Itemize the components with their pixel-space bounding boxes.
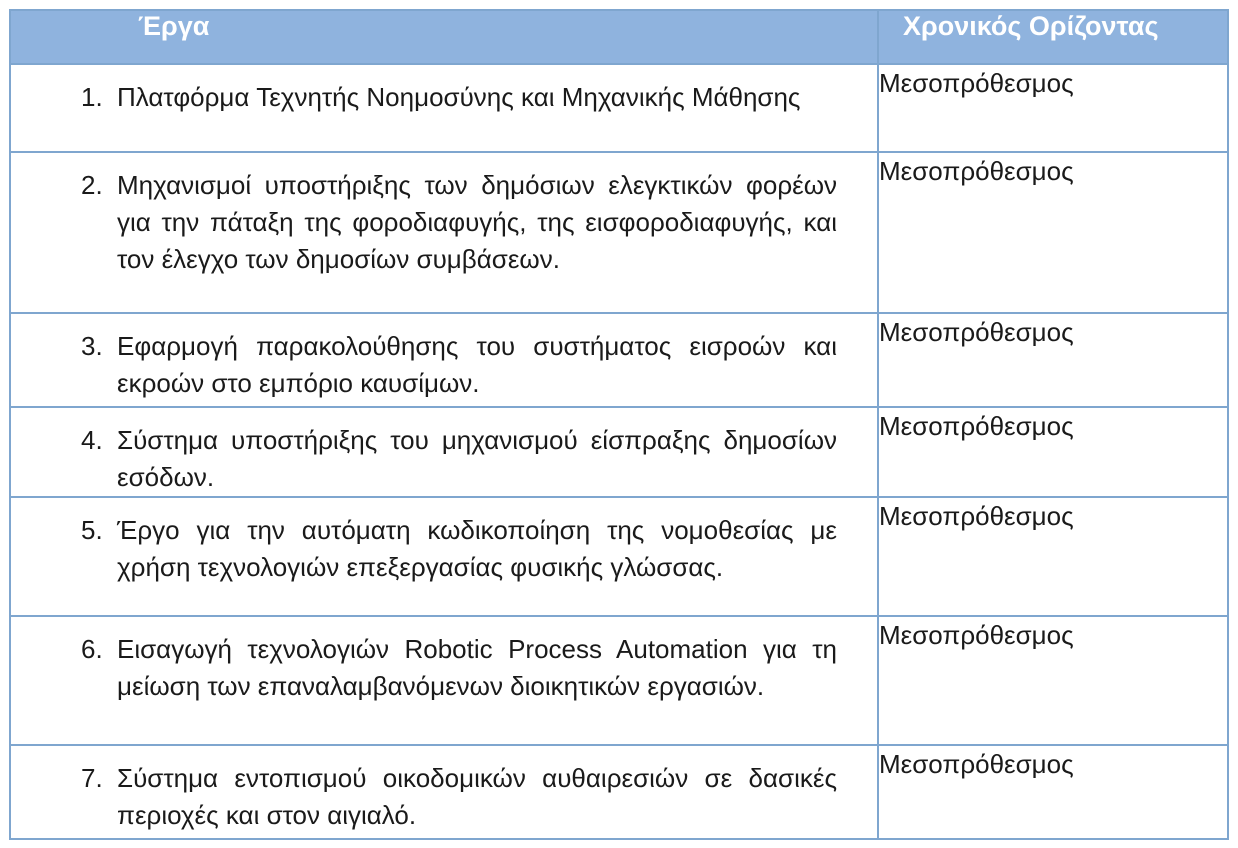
item-number: 1. bbox=[81, 82, 103, 112]
item-number: 6. bbox=[81, 634, 103, 664]
project-cell bbox=[10, 497, 878, 616]
horizon-cell: Μεσοπρόθεσμος bbox=[878, 616, 1228, 745]
project-text: Σύστημα υποστήριξης του μηχανισμού είσπραξης δημοσίων εσόδων. bbox=[117, 425, 837, 492]
horizon-cell: Μεσοπρόθεσμος bbox=[878, 745, 1228, 839]
table-row bbox=[10, 745, 1228, 839]
horizon-cell: Μεσοπρόθεσμος bbox=[878, 64, 1228, 152]
table-row bbox=[10, 64, 1228, 152]
project-text: Πλατφόρμα Τεχνητής Νοημοσύνης και Μηχανικής Μάθησης bbox=[117, 82, 801, 112]
horizon-cell: Μεσοπρόθεσμος bbox=[878, 152, 1228, 313]
header-projects: Έργα bbox=[10, 10, 878, 64]
item-number: 5. bbox=[81, 515, 103, 545]
project-text: Μηχανισμοί υποστήριξης των δημόσιων ελεγκτικών φορέων για την πάταξη της φοροδιαφυγής, της εισφοροδιαφυγής, και τον έλεγχο των δημοσίων συμβάσεων. bbox=[117, 170, 837, 274]
table-row bbox=[10, 407, 1228, 497]
table-header-row bbox=[10, 10, 1228, 64]
project-cell bbox=[10, 313, 878, 407]
project-text: Εισαγωγή τεχνολογιών Robotic Process Automation για τη μείωση των επαναλαμβανόμενων διοικητικών εργασιών. bbox=[117, 634, 837, 701]
table-row bbox=[10, 616, 1228, 745]
project-cell bbox=[10, 616, 878, 745]
item-number: 3. bbox=[81, 331, 103, 361]
projects-table bbox=[9, 9, 1229, 840]
header-time-horizon: Χρονικός Ορίζοντας bbox=[878, 10, 1228, 64]
project-cell bbox=[10, 152, 878, 313]
horizon-cell: Μεσοπρόθεσμος bbox=[878, 313, 1228, 407]
table-row bbox=[10, 152, 1228, 313]
project-cell bbox=[10, 745, 878, 839]
project-text: Εφαρμογή παρακολούθησης του συστήματος εισροών και εκροών στο εμπόριο καυσίμων. bbox=[117, 331, 837, 398]
table-row bbox=[10, 313, 1228, 407]
item-number: 2. bbox=[81, 170, 103, 200]
project-text: Έργο για την αυτόματη κωδικοποίηση της νομοθεσίας με χρήση τεχνολογιών επεξεργασίας φυσικής γλώσσας. bbox=[117, 515, 837, 582]
project-cell bbox=[10, 64, 878, 152]
project-text: Σύστημα εντοπισμού οικοδομικών αυθαιρεσιών σε δασικές περιοχές και στον αιγιαλό. bbox=[117, 763, 837, 830]
item-number: 7. bbox=[81, 763, 103, 793]
item-number: 4. bbox=[81, 425, 103, 455]
horizon-cell: Μεσοπρόθεσμος bbox=[878, 407, 1228, 497]
table-row bbox=[10, 497, 1228, 616]
horizon-cell: Μεσοπρόθεσμος bbox=[878, 497, 1228, 616]
project-cell bbox=[10, 407, 878, 497]
